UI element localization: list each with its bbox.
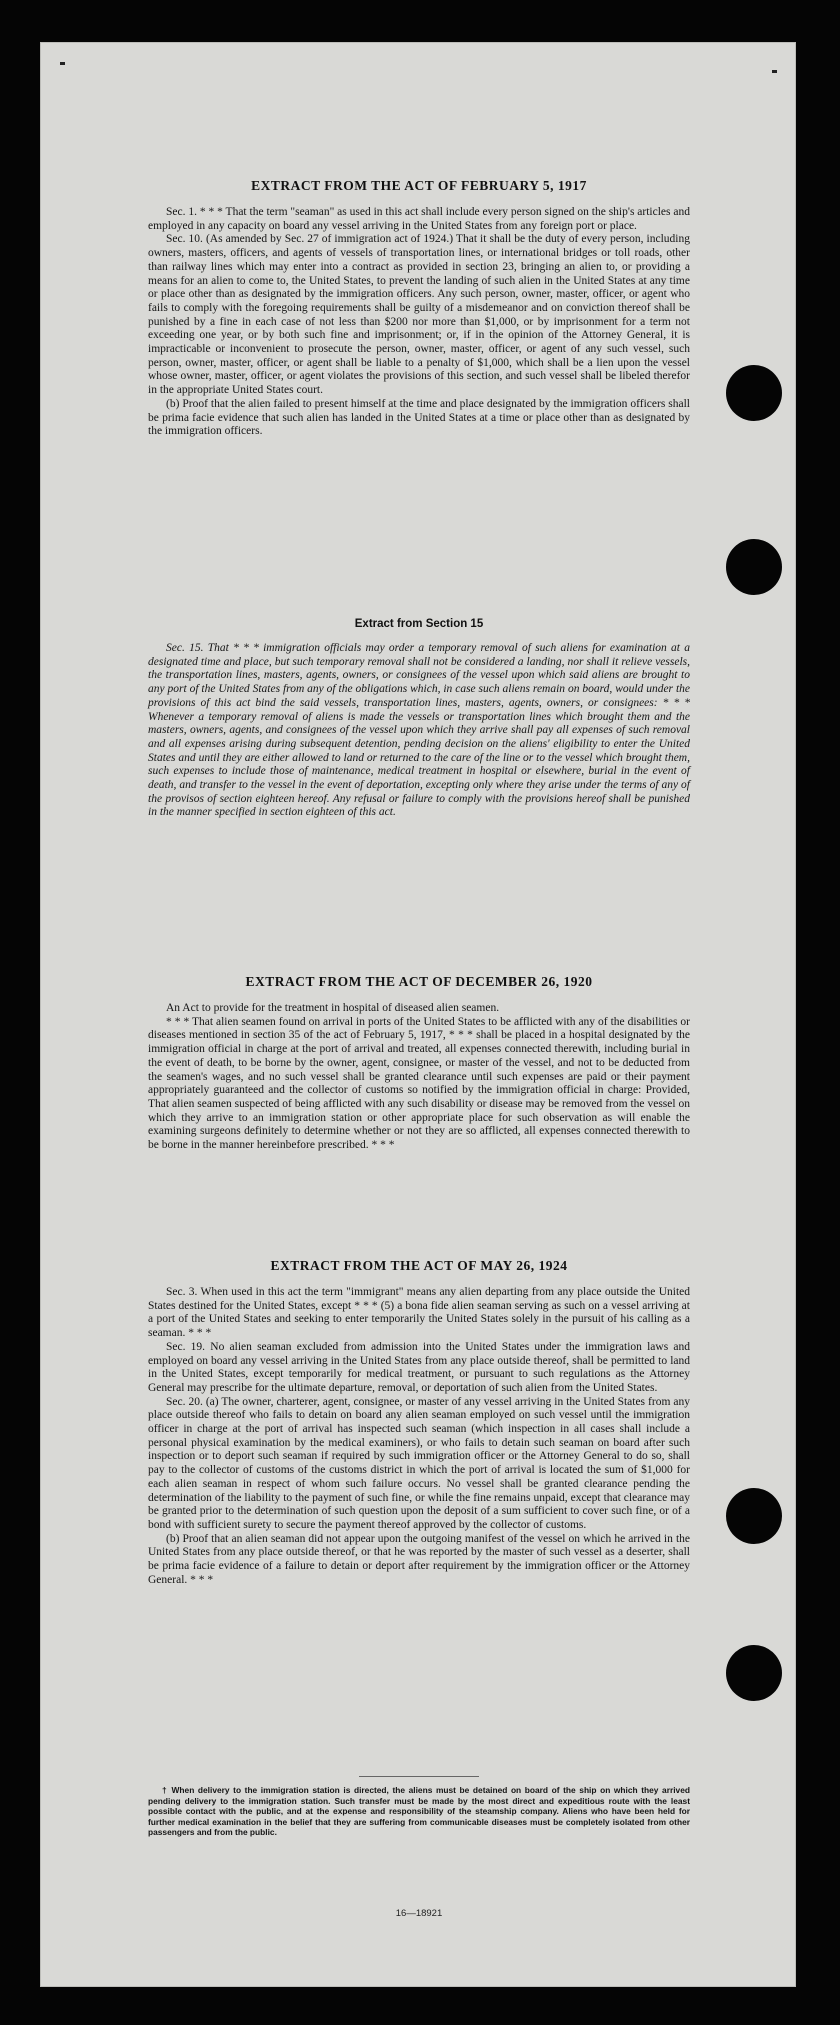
- heading-sec15: Extract from Section 15: [354, 618, 484, 630]
- punch-hole: [726, 1645, 782, 1701]
- document-page: [40, 42, 796, 1987]
- form-number: 16—18921: [395, 1908, 443, 1919]
- sec-10-paragraph: Sec. 10. (As amended by Sec. 27 of immigration act of 1924.) That it shall be the duty of every person, including owners, masters, officers, and agents of vessels of transportation lines, or international bridges or toll roads, other than railway lines which may enter into a contract as provided in section 23, bringing an alien to, or providing a means for an alien to come to, the United States, to prevent the landing of such alien in the United States at any time or place other than as designated by the immigration officers. Any such person, owner, master, officer, or agent who fails to comply with the foregoing requirements shall be guilty of a misdemeanor and on conviction thereof shall be punished by a fine in each case of not less than $200 nor more than $1,000, or by imprisonment for a term not exceeding one year, or by both such fine and imprisonment; or, if in the opinion of the Attorney General, it is impracticable or inconvenient to prosecute the person, owner, master, officer, or agent of any such vessel, such person, owner, master, officer, or agent shall be liable to a penalty of $1,000, which shall be a lien upon the vessel whose owner, master, officer, or agent violates the provisions of this section, and such vessel shall be libeled therefor in the appropriate United States court.: [148, 233, 690, 397]
- heading-1924: EXTRACT FROM THE ACT OF MAY 26, 1924: [270, 1258, 568, 1273]
- sec-1-paragraph: Sec. 1. * * * That the term "seaman" as used in this act shall include every person signed on the ship's articles and employed in any capacity on board any vessel arriving in the United States from any foreign port or place.: [148, 206, 690, 232]
- sec-10b-paragraph: (b) Proof that the alien failed to present himself at the time and place designated by the immigration officers shall be prima facie evidence that such alien has landed in the United States at a time or place other than as designated by the immigration officers.: [148, 397, 690, 438]
- act-1920-paragraph: * * * That alien seamen found on arrival in ports of the United States to be afflicted with any of the disabilities or diseases mentioned in section 35 of the act of February 5, 1917, * * * shall be placed in a hospital designated by the immigration official in charge at the port of arrival and treated, all expenses connected therewith, including burial in the event of death, to be borne by the owner, agent, consignee, or master of the vessel, and not to be deducted from the seamen's wages, and no such vessel shall be granted clearance until such expenses are paid or their payment appropriately guaranteed and the collector of customs so notified by the immigration official in charge: Provided, That alien seamen suspected of being afflicted with any such disability or disease may be removed from the vessel on which they arrive to an immigration station or other appropriate place for such observation as will enable the examining surgeons definitely to determine whether or not they are so afflicted, all expenses connected therewith to be borne in the manner hereinbefore prescribed. * * *: [148, 1015, 690, 1152]
- extract-1917-section: [148, 178, 690, 439]
- footnote-section: [148, 1776, 690, 1838]
- heading-1920: EXTRACT FROM THE ACT OF DECEMBER 26, 1920: [245, 974, 593, 989]
- scan-speck: [60, 62, 65, 65]
- extract-sec15-section: [148, 618, 690, 820]
- heading-1917: EXTRACT FROM THE ACT OF FEBRUARY 5, 1917: [251, 178, 587, 193]
- punch-hole: [726, 1488, 782, 1544]
- sec-3-paragraph: Sec. 3. When used in this act the term "immigrant" means any alien departing from any place outside the United States destined for the United States, except * * * (5) a bona fide alien seaman serving as such on a vessel arriving at a port of the United States and seeking to enter temporarily the United States solely in the pursuit of his calling as a seaman. * * *: [148, 1286, 690, 1340]
- sec-20a-paragraph: Sec. 20. (a) The owner, charterer, agent, consignee, or master of any vessel arriving in the United States from any place outside thereof who fails to detain on board any alien seaman employed on such vessel until the immigration officer in charge at the port of arrival has inspected such seaman (which inspection in all cases shall include a personal physical examination by the medical examiners), or who fails to detain such seaman on board after such inspection or to deport such seaman if required by such immigration officer or the Attorney General to do so, shall pay to the collector of customs of the customs district in which the port of arrival is located the sum of $1,000 for each alien seaman in respect of whom such failure occurs. No vessel shall be granted clearance pending the determination of the liability to the payment of such fine, or while the fine remains unpaid, except that clearance may be granted prior to the determination of such question upon the deposit of a sum sufficient to cover such fine, or of a bond with sufficient surety to secure the payment thereof approved by the collector of customs.: [148, 1395, 690, 1531]
- footnote-text: † When delivery to the immigration station is directed, the aliens must be detained on board of the ship on which they arrived pending delivery to the immigration station. Such transfer must be made by the most direct and expeditious route with the least possible contact with the public, and at the expense and responsibility of the steamship company. Aliens who have been held for further medical examination in the belief that they are suffering from communicable diseases must be completely isolated from other passengers and from the public.: [148, 1785, 690, 1837]
- act-1920-intro: An Act to provide for the treatment in hospital of diseased alien seamen.: [166, 1002, 500, 1014]
- scan-speck: [772, 70, 777, 73]
- form-number-row: [148, 1908, 690, 1919]
- extract-1924-section: [148, 1258, 690, 1587]
- sec-20b-paragraph: (b) Proof that an alien seaman did not appear upon the outgoing manifest of the vessel on which he arrived in the United States from any place outside thereof, or that he was reported by the master of such vessel as a deserter, shall be prima facie evidence of a failure to detain or deport after requirement by the immigration officer or the Attorney General. * * *: [148, 1532, 690, 1586]
- punch-hole: [726, 365, 782, 421]
- punch-hole: [726, 539, 782, 595]
- sec-15-paragraph: Sec. 15. That * * * immigration officials may order a temporary removal of such aliens for examination at a designated time and place, but such temporary removal shall not be considered a landing, nor shall it relieve vessels, the transportation lines, masters, agents, owners, or consignees of the vessel upon which said aliens are brought to any port of the United States from any of the obligations which, in case such aliens remain on board, would under the provisions of this act bind the said vessels, transportation lines, masters, agents, owners, or consignees: * * * Whenever a temporary removal of aliens is made the vessels or transportation lines which brought them and the masters, owners, agents, and consignees of the vessel upon which they arrive shall pay all expenses of such removal and all expenses arising during subsequent detention, pending decision on the aliens' eligibility to enter the United States and until they are either allowed to land or returned to the care of the line or to the vessel which brought them, such expenses to include those of maintenance, medical treatment in hospital or elsewhere, burial in the event of death, and transfer to the vessel in the event of deportation, excepting only where they arise under the terms of any of the provisos of section eighteen hereof. Any refusal or failure to comply with the provisions hereof shall be punished in the manner specified in section eighteen of this act.: [148, 642, 690, 819]
- sec-19-paragraph: Sec. 19. No alien seaman excluded from admission into the United States under the immigration laws and employed on board any vessel arriving in the United States from any place outside thereof, shall be permitted to land in the United States, except temporarily for medical treatment, or pursuant to such regulations as the Attorney General may prescribe for the ultimate departure, removal, or deportation of such alien from the United States.: [148, 1340, 690, 1394]
- extract-1920-section: [148, 974, 690, 1153]
